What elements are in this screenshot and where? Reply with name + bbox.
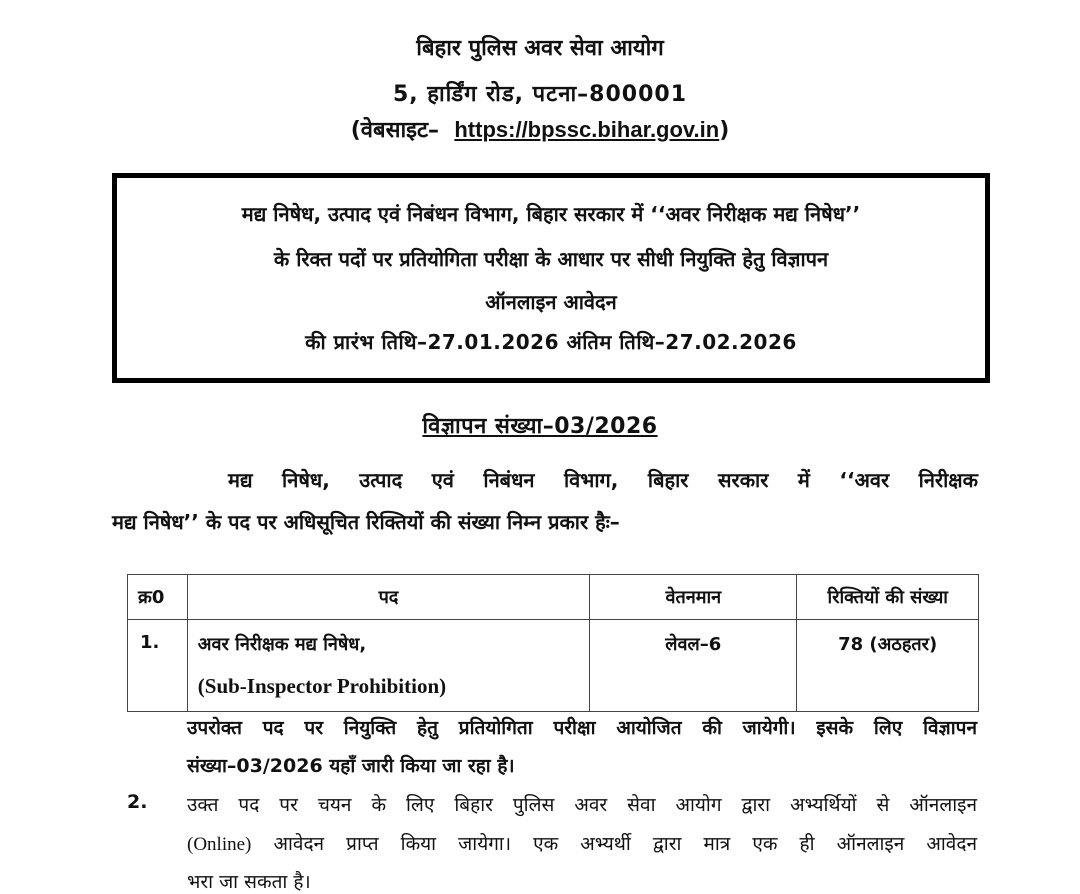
header-pay-scale: वेतनमान [590, 575, 797, 620]
notice-line-2: के रिक्त पदों पर प्रतियोगिता परीक्षा के आधार पर सीधी नियुक्ति हेतु विज्ञापन [273, 247, 829, 271]
paragraph-1-line-2: संख्या–03/2026 यहाँ जारी किया जा रहा है। [187, 755, 515, 777]
intro-line-1: मद्य निषेध, उत्पाद एवं निबंधन विभाग, बिहार सरकार में ‘‘अवर निरीक्षक [228, 468, 978, 492]
header-vacancies: रिक्तियों की संख्या [797, 575, 979, 620]
cell-serial: 1. [128, 620, 188, 712]
paragraph-2-line-2 [187, 830, 977, 856]
table-row [128, 620, 979, 712]
vacancy-table [127, 574, 979, 712]
table-header-row [128, 575, 979, 620]
website-link[interactable]: https://bpssc.bihar.gov.in [454, 117, 720, 142]
notice-dates: की प्रारंभ तिथि–27.01.2026 अंतिम तिथि–27.02.2026 [305, 330, 797, 354]
cell-vacancies: 78 (अठहतर) [797, 620, 979, 712]
paragraph-1-line-1: उपरोक्त पद पर नियुक्ति हेतु प्रतियोगिता परीक्षा आयोजित की जायेगी। इसके लिए विज्ञापन [187, 717, 977, 739]
cell-pay-level: लेवल–6 [590, 620, 797, 712]
post-english: (Sub-Inspector Prohibition) [197, 674, 447, 698]
advertisement-number: विज्ञापन संख्या–03/2026 [422, 414, 658, 439]
post-hindi: अवर निरीक्षक मद्य निषेध, [197, 634, 367, 655]
website-line [0, 114, 1080, 144]
notice-box [112, 173, 990, 383]
website-close: ) [719, 118, 730, 143]
header-post: पद [187, 575, 589, 620]
advertisement-title [0, 410, 1080, 440]
paragraph-2-number: 2. [127, 791, 148, 813]
organization-name: बिहार पुलिस अवर सेवा आयोग [416, 36, 664, 61]
online-word: (Online) [187, 834, 252, 855]
paragraph-2-line-2-rest: आवेदन प्राप्त किया जायेगा। एक अभ्यर्थी द्वारा मात्र एक ही ऑनलाइन आवेदन [251, 833, 977, 855]
intro-line-2: मद्य निषेध’’ के पद पर अधिसूचित रिक्तियों की संख्या निम्न प्रकार हैः– [112, 510, 620, 534]
notice-line-3: ऑनलाइन आवेदन [485, 290, 617, 314]
cell-post [187, 620, 589, 712]
website-label: (वेबसाइट– [350, 118, 440, 143]
header-serial: क्र0 [128, 575, 188, 620]
paragraph-2-line-1: उक्त पद पर चयन के लिए बिहार पुलिस अवर सेवा आयोग द्वारा अभ्यर्थियों से ऑनलाइन [187, 794, 977, 816]
paragraph-2-line-3: भरा जा सकता है। [187, 871, 311, 893]
notice-line-1: मद्य निषेध, उत्पाद एवं निबंधन विभाग, बिहार सरकार में ‘‘अवर निरीक्षक मद्य निषेध’’ [241, 202, 861, 226]
organization-address: 5, हार्डिंग रोड, पटना–800001 [392, 82, 688, 107]
